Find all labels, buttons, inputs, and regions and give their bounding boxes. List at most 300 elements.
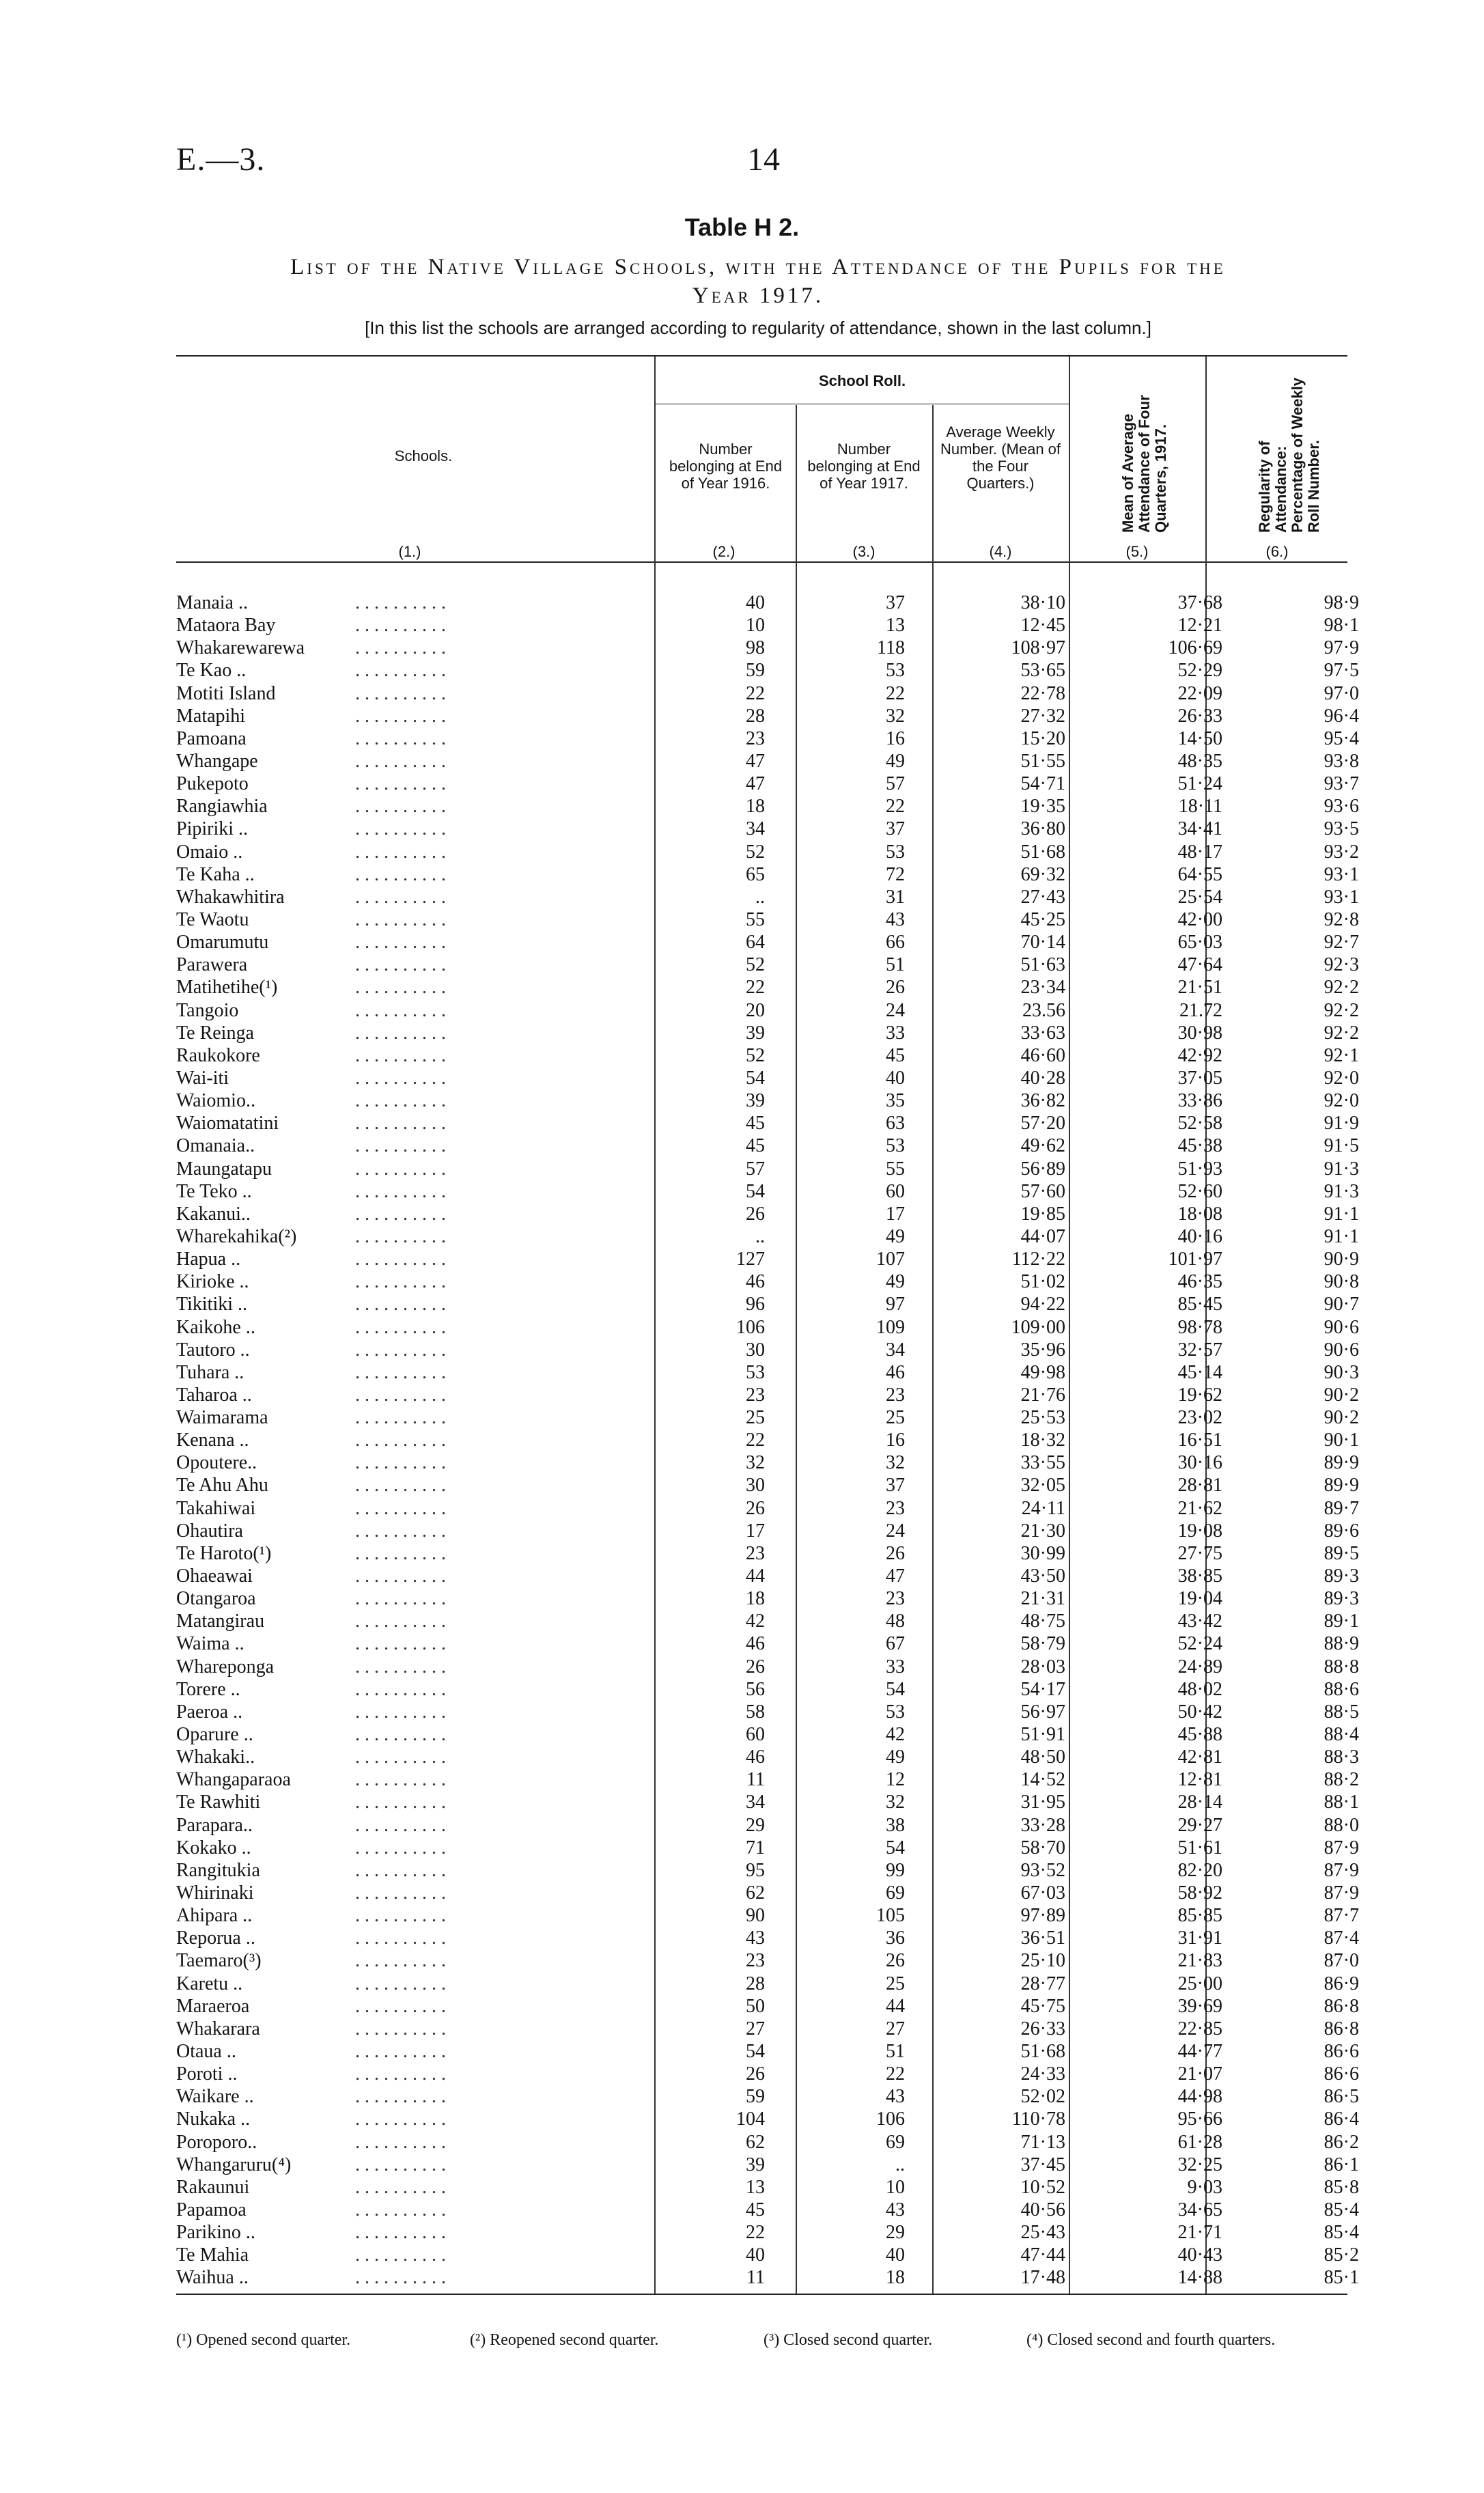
- table-row: [0, 750, 1484, 772]
- regularity-percentage: 87·4: [1324, 1927, 1359, 1949]
- school-name: Kirioke ..: [176, 1271, 249, 1293]
- regularity-percentage: 89·5: [1324, 1542, 1359, 1564]
- regularity-percentage: 93·1: [1324, 886, 1359, 908]
- mean-average-attendance: 46·35: [1177, 1271, 1222, 1293]
- belonging-1917: 49: [886, 1271, 905, 1293]
- table-row: [0, 2154, 1484, 2176]
- school-name: Te Teko ..: [176, 1180, 252, 1202]
- table-row: [0, 1474, 1484, 1496]
- regularity-percentage: 85·2: [1324, 2244, 1359, 2266]
- school-name: Te Mahia: [176, 2244, 249, 2266]
- regularity-percentage: 87·9: [1324, 1837, 1359, 1858]
- schools-header: Schools.: [394, 447, 453, 464]
- average-weekly-number: 51·63: [1020, 954, 1065, 976]
- mean-average-attendance: 26·33: [1177, 705, 1222, 727]
- belonging-1916: 26: [746, 1203, 765, 1225]
- belonging-1916: 62: [746, 1882, 765, 1904]
- average-weekly-number: 23.56: [1022, 999, 1065, 1021]
- school-name: Te Haroto(¹): [176, 1542, 272, 1564]
- regularity-percentage: 88·3: [1324, 1746, 1359, 1768]
- school-name: Te Kaha ..: [176, 863, 255, 885]
- average-weekly-number: 33·55: [1020, 1452, 1065, 1474]
- school-name: Te Ahu Ahu: [176, 1475, 268, 1496]
- header-top-rule: [176, 355, 1347, 357]
- belonging-1917: 37: [886, 1475, 905, 1496]
- table-row: [0, 999, 1484, 1022]
- school-name: Mataora Bay: [176, 615, 276, 637]
- regularity-percentage: 89·6: [1324, 1520, 1359, 1542]
- belonging-1917: 26: [886, 1950, 905, 1972]
- column-number-4: (4.): [989, 543, 1012, 560]
- table-row: [0, 2063, 1484, 2085]
- mean-average-attendance: 42·00: [1177, 908, 1222, 930]
- table-body: [0, 591, 1484, 2289]
- leader-dots: . . . . . . . . . .: [355, 1158, 446, 1180]
- mean-average-attendance: 51·24: [1177, 773, 1222, 795]
- school-name: Te Waotu: [176, 908, 249, 930]
- average-weekly-number: 71·13: [1020, 2131, 1065, 2153]
- belonging-1917: 66: [886, 932, 905, 953]
- school-name: Te Reinga: [176, 1022, 254, 1044]
- table-row: [0, 1520, 1484, 1542]
- mean-average-attendance: 14·50: [1177, 727, 1222, 749]
- school-name: Whakarara: [176, 2018, 260, 2039]
- mean-average-attendance: 34·41: [1177, 818, 1222, 840]
- average-weekly-number: 48·50: [1020, 1746, 1065, 1768]
- belonging-1917: 97: [886, 1294, 905, 1315]
- table-row: [0, 2108, 1484, 2130]
- belonging-1917: 23: [886, 1497, 905, 1519]
- leader-dots: . . . . . . . . . .: [355, 1837, 446, 1858]
- school-name: Whakarewarewa: [176, 637, 305, 659]
- regularity-percentage: 91·3: [1324, 1158, 1359, 1180]
- table-title: Table H 2.: [684, 213, 800, 241]
- mean-average-attendance: 24·89: [1177, 1656, 1222, 1677]
- belonging-1917: 53: [886, 1135, 905, 1157]
- average-weekly-number: 24·33: [1020, 2063, 1065, 2085]
- table-row: [0, 1791, 1484, 1813]
- belonging-1917: 57: [886, 773, 905, 795]
- regularity-percentage: 89·9: [1324, 1475, 1359, 1496]
- regularity-percentage: 89·1: [1324, 1611, 1359, 1632]
- belonging-1916: 50: [746, 1995, 765, 2017]
- mean-average-attendance: 37·05: [1177, 1067, 1222, 1089]
- leader-dots: . . . . . . . . . .: [355, 1361, 446, 1383]
- leader-dots: . . . . . . . . . .: [355, 592, 446, 613]
- school-name: Whirinaki: [176, 1882, 254, 1904]
- belonging-1916: 96: [746, 1294, 765, 1315]
- table-row: [0, 1565, 1484, 1587]
- mean-average-attendance: 48·35: [1177, 750, 1222, 772]
- belonging-1916: 28: [746, 1973, 765, 1994]
- average-weekly-number: 43·50: [1020, 1565, 1065, 1587]
- belonging-1916: 23: [746, 1542, 765, 1564]
- leader-dots: . . . . . . . . . .: [355, 1339, 446, 1361]
- average-weekly-number: 51·68: [1020, 841, 1065, 863]
- average-weekly-number: 12·45: [1020, 615, 1065, 637]
- leader-dots: . . . . . . . . . .: [355, 977, 446, 999]
- table-caption: [178, 253, 1339, 310]
- leader-dots: . . . . . . . . . .: [355, 1022, 446, 1044]
- mean-average-attendance: 38·85: [1177, 1565, 1222, 1587]
- column-4-header: Average Weekly Number. (Mean of the Four Quarters.): [940, 423, 1061, 492]
- regularity-percentage: 91·9: [1324, 1113, 1359, 1134]
- average-weekly-number: 52·02: [1020, 2086, 1065, 2108]
- regularity-percentage: 97·9: [1324, 637, 1359, 659]
- regularity-percentage: 91·1: [1324, 1203, 1359, 1225]
- regularity-percentage: 89·7: [1324, 1497, 1359, 1519]
- mean-average-attendance: 32·25: [1177, 2154, 1222, 2175]
- leader-dots: . . . . . . . . . .: [355, 1044, 446, 1066]
- belonging-1916: 47: [746, 750, 765, 772]
- mean-average-attendance: 45·88: [1177, 1724, 1222, 1746]
- belonging-1917: 44: [886, 1995, 905, 2017]
- mean-average-attendance: 52·24: [1177, 1633, 1222, 1655]
- leader-dots: . . . . . . . . . .: [355, 1973, 446, 1994]
- table-row: [0, 1180, 1484, 1203]
- average-weekly-number: 36·82: [1020, 1090, 1065, 1112]
- regularity-percentage: 90·9: [1324, 1249, 1359, 1270]
- average-weekly-number: 24·11: [1021, 1497, 1065, 1519]
- mean-average-attendance: 18·08: [1177, 1203, 1222, 1225]
- leader-dots: . . . . . . . . . .: [355, 1927, 446, 1949]
- belonging-1916: 25: [746, 1407, 765, 1429]
- leader-dots: . . . . . . . . . .: [355, 637, 446, 659]
- average-weekly-number: 21·31: [1020, 1588, 1065, 1610]
- table-bottom-rule: [176, 2294, 1347, 2295]
- leader-dots: . . . . . . . . . .: [355, 1656, 446, 1677]
- table-row: [0, 1022, 1484, 1044]
- table-row: [0, 1995, 1484, 2018]
- regularity-percentage: 90·6: [1324, 1339, 1359, 1361]
- average-weekly-number: 14·52: [1020, 1769, 1065, 1791]
- average-weekly-number: 51·55: [1020, 750, 1065, 772]
- belonging-1917: 53: [886, 841, 905, 863]
- mean-average-attendance: 101·97: [1168, 1249, 1222, 1270]
- belonging-1917: 47: [886, 1565, 905, 1587]
- belonging-1916: 52: [746, 954, 765, 976]
- belonging-1916: 22: [746, 1430, 765, 1451]
- column-6-header: Regularity of Attendance: Percentage of Weekly Roll Number.: [1256, 377, 1322, 533]
- belonging-1917: 107: [876, 1249, 905, 1270]
- mean-average-attendance: 44·77: [1177, 2041, 1222, 2062]
- mean-average-attendance: 23·02: [1177, 1407, 1222, 1429]
- leader-dots: . . . . . . . . . .: [355, 1724, 446, 1746]
- table-row: [0, 795, 1484, 818]
- school-name: Rangiawhia: [176, 796, 268, 818]
- average-weekly-number: 49·98: [1020, 1361, 1065, 1383]
- mean-average-attendance: 21·62: [1177, 1497, 1222, 1519]
- leader-dots: . . . . . . . . . .: [355, 1316, 446, 1338]
- table-row: [0, 1610, 1484, 1632]
- belonging-1916: 23: [746, 1384, 765, 1406]
- regularity-percentage: 98·9: [1324, 592, 1359, 613]
- footnote-2: (²) Reopened second quarter.: [470, 2331, 659, 2349]
- leader-dots: . . . . . . . . . .: [355, 615, 446, 637]
- belonging-1916: 39: [746, 2154, 765, 2175]
- belonging-1917: 24: [886, 999, 905, 1021]
- average-weekly-number: 51·68: [1020, 2041, 1065, 2062]
- mean-average-attendance: 21·71: [1177, 2222, 1222, 2244]
- belonging-1916: 22: [746, 977, 765, 999]
- belonging-1916: 47: [746, 773, 765, 795]
- belonging-1917: 18: [886, 2267, 905, 2289]
- mean-average-attendance: 45·38: [1177, 1135, 1222, 1157]
- average-weekly-number: 19·85: [1020, 1203, 1065, 1225]
- mean-average-attendance: 42·81: [1177, 1746, 1222, 1768]
- belonging-1917: 36: [886, 1927, 905, 1949]
- column-number-5: (5.): [1125, 543, 1149, 560]
- table-row: [0, 931, 1484, 953]
- belonging-1916: ..: [755, 1225, 765, 1247]
- table-row: [0, 1678, 1484, 1701]
- table-row: [0, 2221, 1484, 2244]
- school-name: Karetu ..: [176, 1973, 243, 1994]
- average-weekly-number: 28·77: [1020, 1973, 1065, 1994]
- leader-dots: . . . . . . . . . .: [355, 2267, 446, 2289]
- leader-dots: . . . . . . . . . .: [355, 2108, 446, 2130]
- average-weekly-number: 30·99: [1020, 1542, 1065, 1564]
- leader-dots: . . . . . . . . . .: [355, 2244, 446, 2266]
- school-name: Tikitiki ..: [176, 1294, 248, 1315]
- belonging-1917: 46: [886, 1361, 905, 1383]
- belonging-1917: 32: [886, 1792, 905, 1813]
- mean-average-attendance: 21·83: [1177, 1950, 1222, 1972]
- belonging-1916: 23: [746, 1950, 765, 1972]
- leader-dots: . . . . . . . . . .: [355, 1542, 446, 1564]
- table-row: [0, 1248, 1484, 1270]
- table-row: [0, 1384, 1484, 1406]
- school-name: Taharoa ..: [176, 1384, 252, 1406]
- table-row: [0, 1361, 1484, 1384]
- belonging-1917: 35: [886, 1090, 905, 1112]
- regularity-percentage: 88·6: [1324, 1678, 1359, 1700]
- belonging-1917: 29: [886, 2222, 905, 2244]
- mean-average-attendance: 106·69: [1168, 637, 1222, 659]
- table-row: [0, 682, 1484, 705]
- belonging-1917: 54: [886, 1678, 905, 1700]
- mean-average-attendance: 33·86: [1177, 1090, 1222, 1112]
- average-weekly-number: 46·60: [1020, 1044, 1065, 1066]
- belonging-1916: 29: [746, 1814, 765, 1836]
- table-row: [0, 818, 1484, 840]
- school-name: Torere ..: [176, 1678, 240, 1700]
- mean-average-attendance: 44·98: [1177, 2086, 1222, 2108]
- leader-dots: . . . . . . . . . .: [355, 1203, 446, 1225]
- leader-dots: . . . . . . . . . .: [355, 1588, 446, 1610]
- mean-average-attendance: 48·17: [1177, 841, 1222, 863]
- school-name: Nukaka ..: [176, 2108, 251, 2130]
- mean-average-attendance: 98·78: [1177, 1316, 1222, 1338]
- table-row: [0, 1904, 1484, 1927]
- school-name: Taemaro(³): [176, 1950, 262, 1972]
- leader-dots: . . . . . . . . . .: [355, 727, 446, 749]
- leader-dots: . . . . . . . . . .: [355, 1859, 446, 1881]
- belonging-1916: 46: [746, 1746, 765, 1768]
- school-name: Omanaia..: [176, 1135, 255, 1157]
- footnote-3: (³) Closed second quarter.: [764, 2331, 933, 2349]
- school-name: Manaia ..: [176, 592, 248, 613]
- belonging-1917: 43: [886, 2086, 905, 2108]
- leader-dots: . . . . . . . . . .: [355, 796, 446, 818]
- belonging-1916: 39: [746, 1090, 765, 1112]
- average-weekly-number: 27·32: [1020, 705, 1065, 727]
- average-weekly-number: 31·95: [1020, 1792, 1065, 1813]
- school-name: Whakaki..: [176, 1746, 255, 1768]
- belonging-1916: ..: [755, 886, 765, 908]
- mean-average-attendance: 61·28: [1177, 2131, 1222, 2153]
- regularity-percentage: 85·4: [1324, 2222, 1359, 2244]
- belonging-1917: 26: [886, 1542, 905, 1564]
- leader-dots: . . . . . . . . . .: [355, 660, 446, 682]
- belonging-1917: 49: [886, 750, 905, 772]
- school-name: Omarumutu: [176, 932, 269, 953]
- belonging-1917: 99: [886, 1859, 905, 1881]
- average-weekly-number: 112·22: [1011, 1249, 1065, 1270]
- belonging-1916: 18: [746, 1588, 765, 1610]
- belonging-1917: 106: [876, 2108, 905, 2130]
- belonging-1917: 27: [886, 2018, 905, 2039]
- average-weekly-number: 70·14: [1020, 932, 1065, 953]
- regularity-percentage: 92·2: [1324, 999, 1359, 1021]
- average-weekly-number: 15·20: [1020, 727, 1065, 749]
- regularity-percentage: 92·1: [1324, 1044, 1359, 1066]
- belonging-1916: 20: [746, 999, 765, 1021]
- belonging-1917: 12: [886, 1769, 905, 1791]
- belonging-1916: 11: [746, 2267, 765, 2289]
- regularity-percentage: 86·9: [1324, 1973, 1359, 1994]
- regularity-percentage: 90·1: [1324, 1430, 1359, 1451]
- leader-dots: . . . . . . . . . .: [355, 2086, 446, 2108]
- belonging-1916: 18: [746, 796, 765, 818]
- table-row: [0, 591, 1484, 614]
- leader-dots: . . . . . . . . . .: [355, 1407, 446, 1429]
- leader-dots: . . . . . . . . . .: [355, 1294, 446, 1315]
- belonging-1916: 45: [746, 1113, 765, 1134]
- mean-average-attendance: 39·69: [1177, 1995, 1222, 2017]
- school-name: Waihua ..: [176, 2267, 249, 2289]
- caption-line-2: Year 1917.: [692, 283, 824, 308]
- leader-dots: . . . . . . . . . .: [355, 1882, 446, 1904]
- average-weekly-number: 17·48: [1020, 2267, 1065, 2289]
- belonging-1917: 53: [886, 1701, 905, 1723]
- table-row: [0, 637, 1484, 659]
- school-name: Rangitukia: [176, 1859, 260, 1881]
- table-row: [0, 705, 1484, 727]
- mean-average-attendance: 25·00: [1177, 1973, 1222, 1994]
- belonging-1917: 23: [886, 1588, 905, 1610]
- mean-average-attendance: 42·92: [1177, 1044, 1222, 1066]
- school-name: Waiomatatini: [176, 1113, 279, 1134]
- regularity-percentage: 88·1: [1324, 1792, 1359, 1813]
- regularity-percentage: 87·9: [1324, 1882, 1359, 1904]
- school-name: Hapua ..: [176, 1249, 241, 1270]
- mean-average-attendance: 50·42: [1177, 1701, 1222, 1723]
- belonging-1917: 63: [886, 1113, 905, 1134]
- school-name: Oparure ..: [176, 1724, 253, 1746]
- school-name: Pipiriki ..: [176, 818, 249, 840]
- regularity-percentage: 90·7: [1324, 1294, 1359, 1315]
- belonging-1916: 26: [746, 1497, 765, 1519]
- belonging-1917: 16: [886, 1430, 905, 1451]
- school-name: Poroporo..: [176, 2131, 257, 2153]
- regularity-percentage: 90·6: [1324, 1316, 1359, 1338]
- school-name: Maraeroa: [176, 1995, 250, 2017]
- belonging-1916: 10: [746, 615, 765, 637]
- regularity-percentage: 86·8: [1324, 1995, 1359, 2017]
- regularity-percentage: 85·8: [1324, 2176, 1359, 2198]
- regularity-percentage: 88·2: [1324, 1769, 1359, 1791]
- mean-average-attendance: 34·65: [1177, 2199, 1222, 2220]
- mean-average-attendance: 19·04: [1177, 1588, 1222, 1610]
- belonging-1917: 32: [886, 705, 905, 727]
- table-row: [0, 1270, 1484, 1293]
- school-name: Paeroa ..: [176, 1701, 243, 1723]
- school-name: Parapara..: [176, 1814, 253, 1836]
- mean-average-attendance: 30·98: [1177, 1022, 1222, 1044]
- table-row: [0, 1339, 1484, 1361]
- regularity-percentage: 95·4: [1324, 727, 1359, 749]
- table-row: [0, 1429, 1484, 1451]
- belonging-1916: 59: [746, 2086, 765, 2108]
- school-name: Pamoana: [176, 727, 247, 749]
- school-name: Waimarama: [176, 1407, 268, 1429]
- leader-dots: . . . . . . . . . .: [355, 1090, 446, 1112]
- belonging-1916: 106: [736, 1316, 765, 1338]
- average-weekly-number: 22·78: [1020, 682, 1065, 704]
- average-weekly-number: 27·43: [1020, 886, 1065, 908]
- belonging-1916: 13: [746, 2176, 765, 2198]
- leader-dots: . . . . . . . . . .: [355, 1678, 446, 1700]
- average-weekly-number: 18·32: [1020, 1430, 1065, 1451]
- table-row: [0, 841, 1484, 863]
- school-name: Matapihi: [176, 705, 246, 727]
- leader-dots: . . . . . . . . . .: [355, 1475, 446, 1496]
- belonging-1916: 27: [746, 2018, 765, 2039]
- school-name: Te Rawhiti: [176, 1792, 261, 1813]
- leader-dots: . . . . . . . . . .: [355, 1452, 446, 1474]
- regularity-percentage: 88·5: [1324, 1701, 1359, 1723]
- regularity-percentage: 91·1: [1324, 1225, 1359, 1247]
- table-row: [0, 1497, 1484, 1520]
- belonging-1916: 54: [746, 2041, 765, 2062]
- belonging-1917: 23: [886, 1384, 905, 1406]
- average-weekly-number: 58·70: [1020, 1837, 1065, 1858]
- belonging-1916: 45: [746, 2199, 765, 2220]
- regularity-percentage: 91·5: [1324, 1135, 1359, 1157]
- belonging-1916: 45: [746, 1135, 765, 1157]
- leader-dots: . . . . . . . . . .: [355, 1633, 446, 1655]
- belonging-1917: 42: [886, 1724, 905, 1746]
- school-name: Poroti ..: [176, 2063, 238, 2085]
- belonging-1916: 65: [746, 863, 765, 885]
- regularity-percentage: 85·1: [1324, 2267, 1359, 2289]
- average-weekly-number: 19·35: [1020, 796, 1065, 818]
- belonging-1916: 90: [746, 1905, 765, 1927]
- mean-average-attendance: 21·07: [1177, 2063, 1222, 2085]
- school-name: Ohaeawai: [176, 1565, 253, 1587]
- school-name: Maungatapu: [176, 1158, 272, 1180]
- average-weekly-number: 36·51: [1020, 1927, 1065, 1949]
- school-name: Kokako ..: [176, 1837, 251, 1858]
- belonging-1916: 34: [746, 818, 765, 840]
- belonging-1916: 30: [746, 1475, 765, 1496]
- table-row: [0, 1587, 1484, 1610]
- school-name: Papamoa: [176, 2199, 247, 2220]
- mean-average-attendance: 52·58: [1177, 1113, 1222, 1134]
- school-name: Whangape: [176, 750, 258, 772]
- table-row: [0, 1134, 1484, 1157]
